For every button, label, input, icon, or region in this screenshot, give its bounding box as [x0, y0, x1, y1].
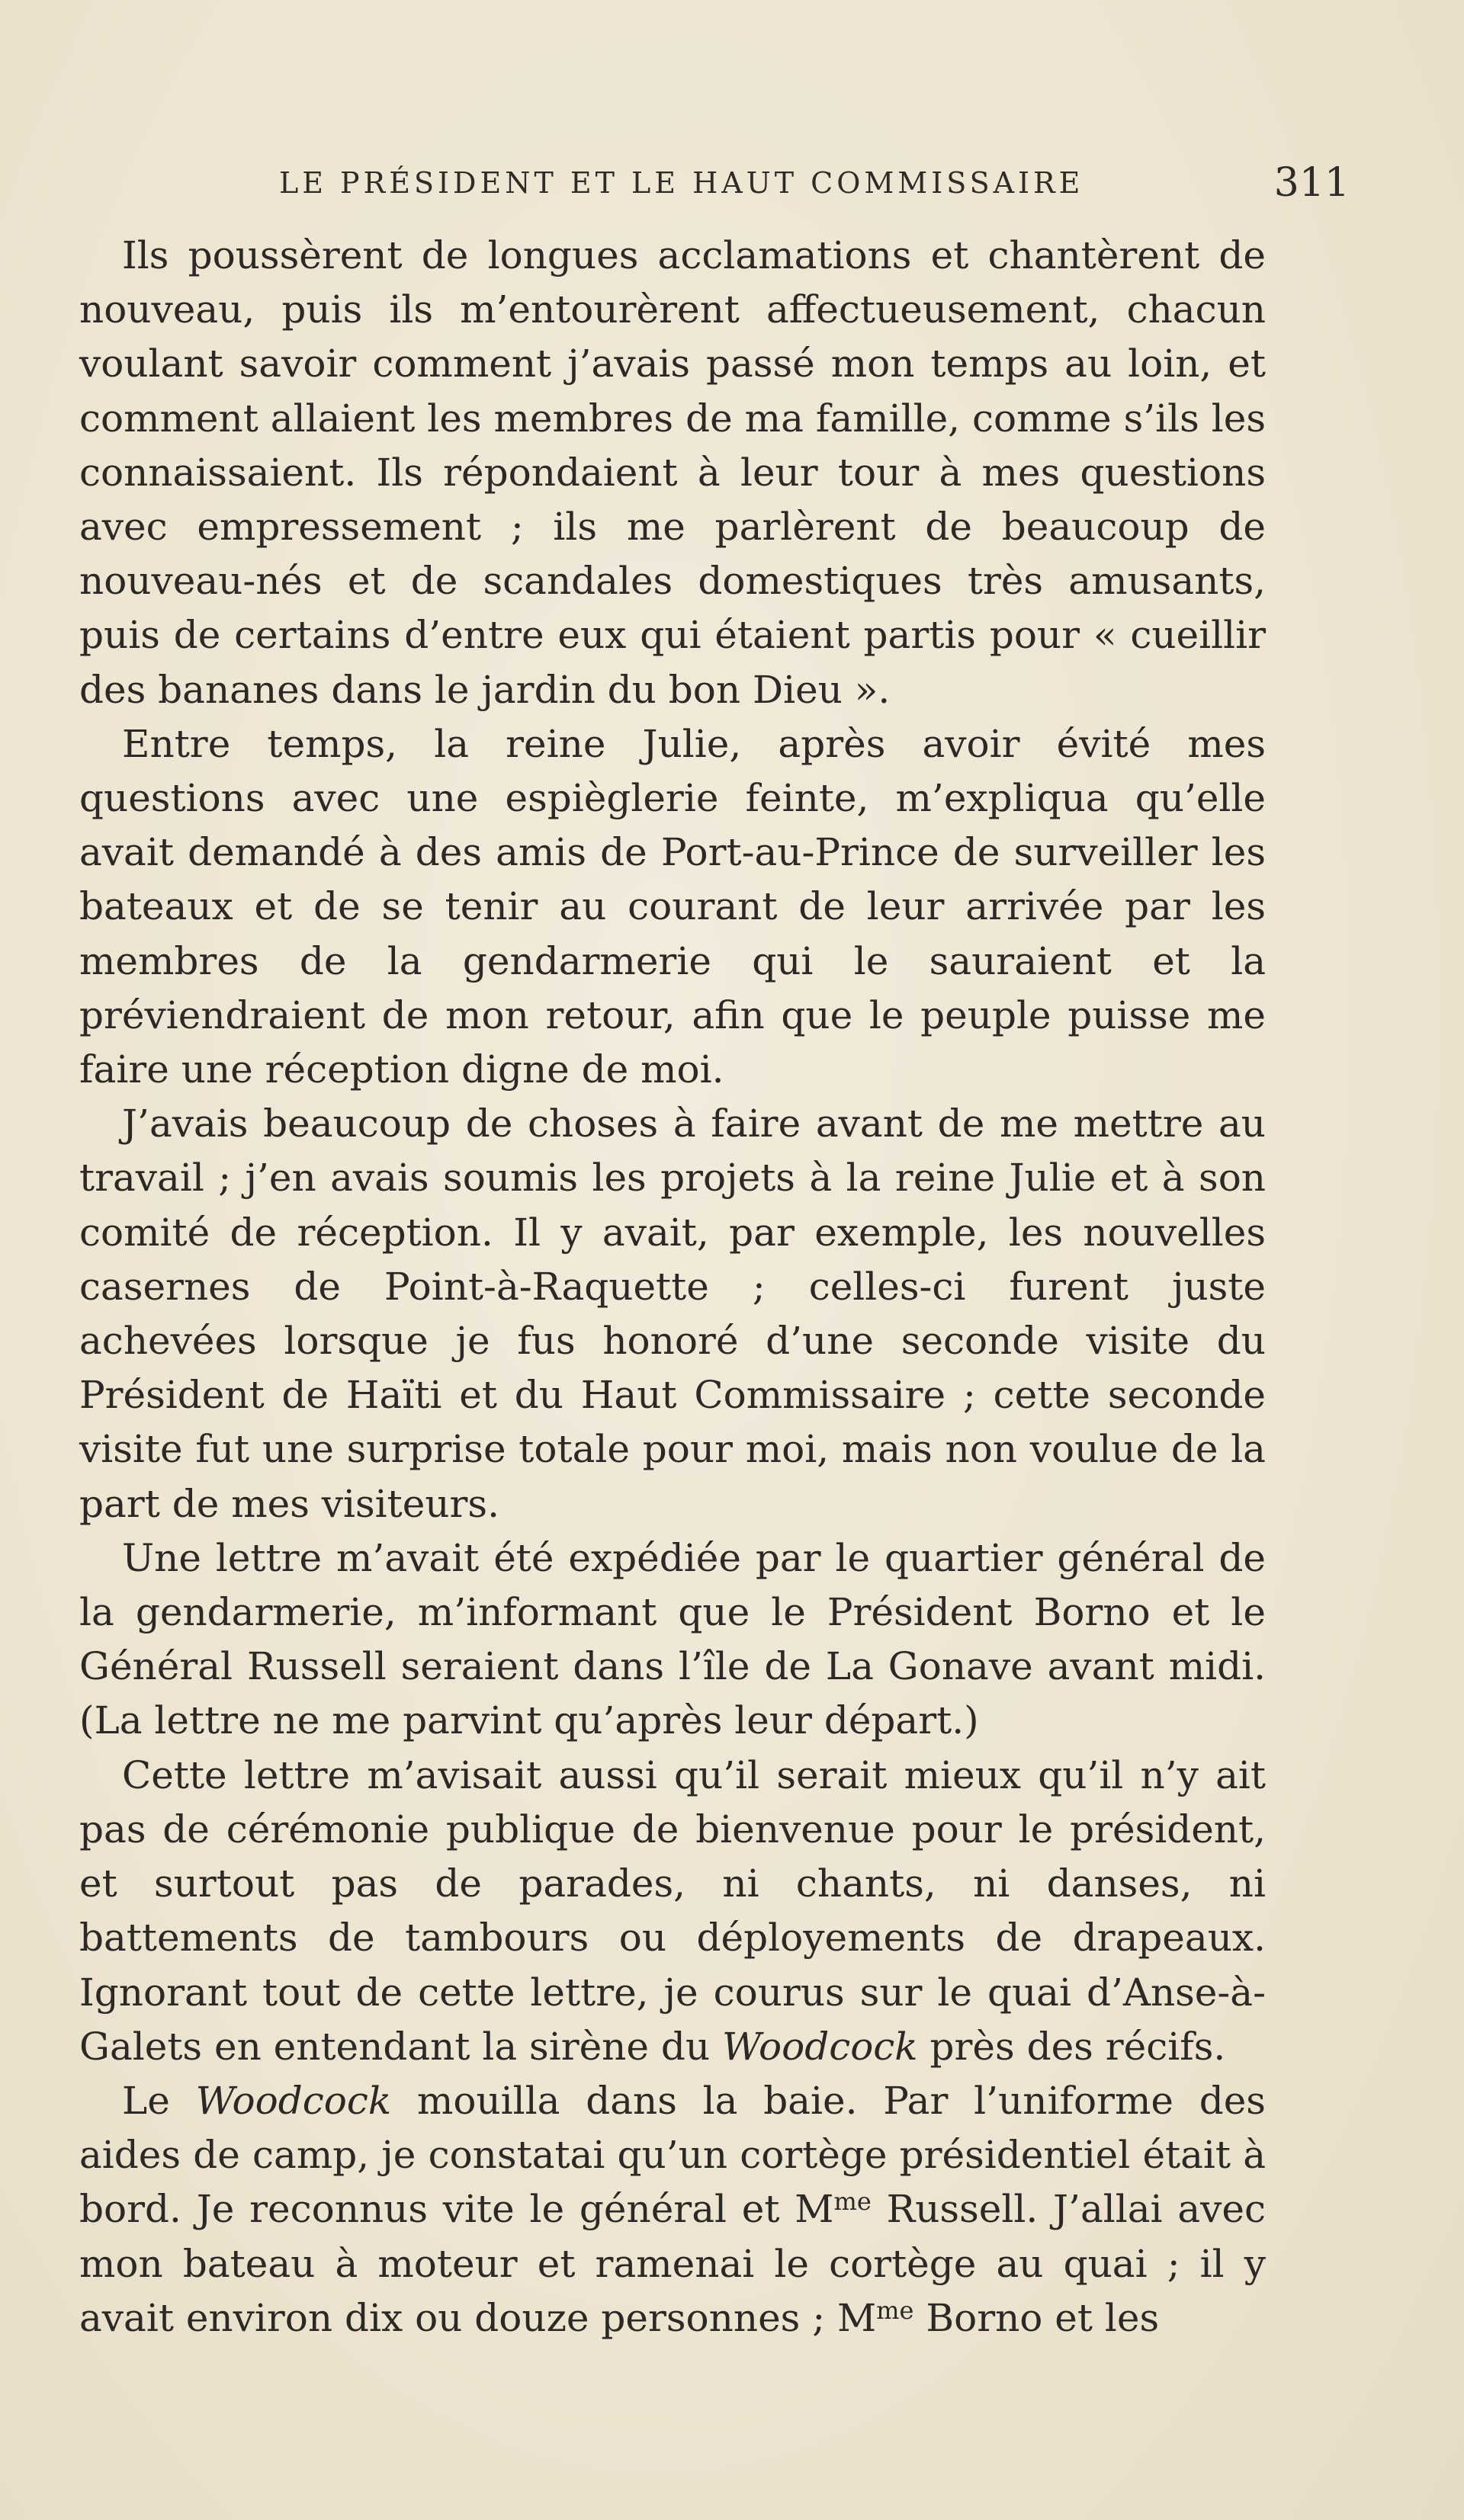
paragraph-5-text-after: près des récifs.	[929, 2024, 1226, 2069]
paragraph-3	[79, 1097, 1266, 1531]
page-header	[76, 160, 1403, 212]
paragraph-6	[79, 2074, 1266, 2345]
paragraph-6-text-mid2: Russell. J’allai avec mon bateau à moteur et ramenai le cortège au quai ; il y avait environ dix ou douze personnes ; M	[79, 2187, 1266, 2340]
running-title: LE PRÉSIDENT ET LE HAUT COMMISSAIRE	[279, 166, 1084, 200]
page-number: 311	[1273, 160, 1350, 206]
paragraph-1	[79, 229, 1266, 717]
superscript-me-2: me	[876, 2295, 914, 2325]
superscript-me: me	[833, 2187, 872, 2217]
body-text	[79, 229, 1266, 2345]
paragraph-2-text: Entre temps, la reine Julie, après avoir évité mes questions avec une espièglerie feinte, m’expliqua qu’elle avait demandé à des amis de Port-au-Prince de surveiller les bateaux et de se tenir au courant de leur arrivée par les membres de la gendarmerie qui le sauraient et la préviendraient de mon retour, afin que le peuple puisse me faire une réception digne de moi.	[79, 721, 1266, 1092]
paragraph-6-text-end: Borno et les	[926, 2295, 1160, 2340]
paragraph-4	[79, 1531, 1266, 1749]
paragraph-1-text: Ils poussèrent de longues acclamations et chantèrent de nouveau, puis ils m’entourèrent affectueusement, chacun voulant savoir comment j’avais passé mon temps au loin, et comment allaient les membres de ma famille, comme s’ils les connaissaient. Ils répondaient à leur tour à mes questions avec empressement ; ils me parlèrent de beaucoup de nouveau-nés et de scandales domestiques très amusants, puis de certains d’entre eux qui étaient partis pour « cueillir des bananes dans le jardin du bon Dieu ».	[79, 233, 1266, 712]
paragraph-3-text: J’avais beaucoup de choses à faire avant de me mettre au travail ; j’en avais soumis les projets à la reine Julie et à son comité de réception. Il y avait, par exemple, les nouvelles casernes de Point-à-Raquette ; celles-ci furent juste achevées lorsque je fus honoré d’une seconde visite du Président de Haïti et du Haut Commissaire ; cette seconde visite fut une surprise totale pour moi, mais non voulue de la part de mes visiteurs.	[79, 1101, 1266, 1526]
ship-name-woodcock-2: Woodcock	[195, 2078, 392, 2123]
paragraph-4-text: Une lettre m’avait été expédiée par le quartier général de la gendarmerie, m’informant que le Président Borno et le Général Russell seraient dans l’île de La Gonave avant midi. (La lettre ne me parvint qu’après leur départ.)	[79, 1535, 1266, 1743]
paragraph-6-text-before: Le	[122, 2078, 170, 2123]
ship-name-woodcock: Woodcock	[721, 2024, 918, 2069]
paragraph-5-text: Cette lettre m’avisait aussi qu’il serait mieux qu’il n’y ait pas de cérémonie publique de bienvenue pour le président, et surtout pas de parades, ni chants, ni danses, ni battements de tambours ou déployements de drapeaux. Ignorant tout de cette lettre, je courus sur le quai d’Anse-à-Galets en entendant la sirène du	[79, 1752, 1266, 2069]
paragraph-2	[79, 717, 1266, 1097]
paragraph-6-text-mid: mouilla dans la baie. Par l’uniforme des aides de camp, je constatai qu’un cortège présidentiel était à bord. Je reconnus vite le général et M	[79, 2078, 1266, 2232]
paragraph-5	[79, 1749, 1266, 2074]
